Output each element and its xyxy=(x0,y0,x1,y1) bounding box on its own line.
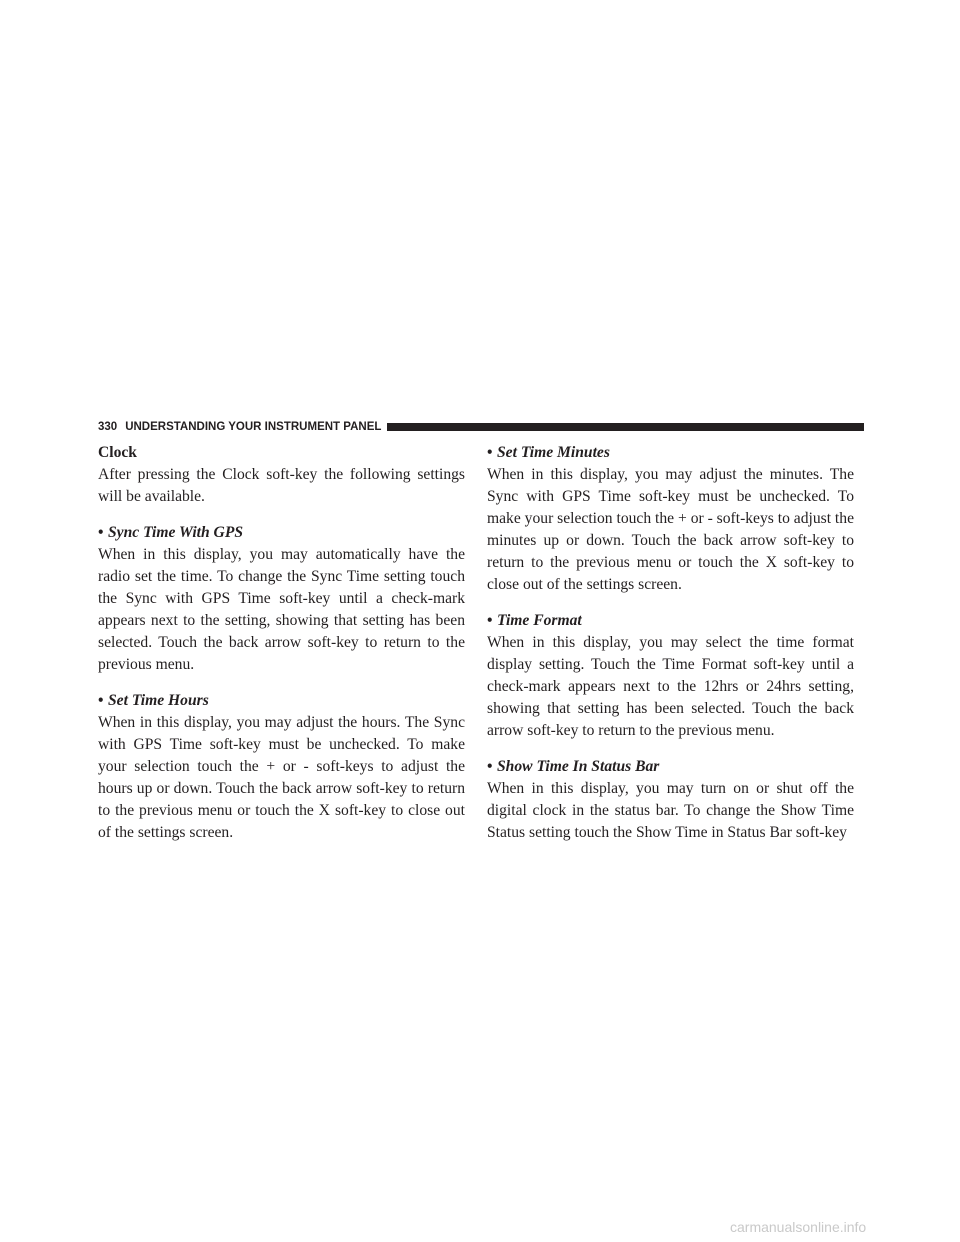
bullet-icon: • xyxy=(487,758,493,775)
clock-heading: Clock xyxy=(98,444,137,461)
bullet-show-time-status-bar xyxy=(487,756,854,778)
sync-time-gps-body: When in this display, you may automatically have the radio set the time. To change the Sync Time setting touch the Sync with GPS Time soft-key until a check-mark appears next to the setting, showing that setting has been selected. Touch the back arrow soft-key to return to the previous menu. xyxy=(98,546,465,673)
section-title: UNDERSTANDING YOUR INSTRUMENT PANEL xyxy=(125,421,382,433)
header-rule xyxy=(387,423,864,431)
time-format-body: When in this display, you may select the time format display setting. Touch the Time Format soft-key until a check-mark appears next to the 12hrs or 24hrs setting, showing that setting has been selected. Touch the back arrow soft-key to return to the previous menu. xyxy=(487,634,854,739)
bullet-title-text: Time Format xyxy=(497,612,582,629)
bullet-title-text: Show Time In Status Bar xyxy=(497,758,660,775)
page-number: 330 xyxy=(98,421,118,433)
bullet-title-text: Set Time Hours xyxy=(108,692,209,709)
bullet-set-time-hours xyxy=(98,690,465,712)
bullet-icon: • xyxy=(487,444,493,461)
bullet-time-format xyxy=(487,610,854,632)
bullet-icon: • xyxy=(487,612,493,629)
bullet-sync-time-gps xyxy=(98,522,465,544)
bullet-title-text: Sync Time With GPS xyxy=(108,524,244,541)
bullet-icon: • xyxy=(98,524,104,541)
bullet-set-time-minutes xyxy=(487,442,854,464)
set-time-hours-body: When in this display, you may adjust the hours. The Sync with GPS Time soft-key must be unchecked. To make your selection touch the + or - soft-keys to adjust the hours up or down. Touch the back arrow soft-key to return to the previous menu or touch the X soft-key to close out of the settings screen. xyxy=(98,714,465,841)
bullet-icon: • xyxy=(98,692,104,709)
left-column xyxy=(98,442,465,858)
clock-intro: After pressing the Clock soft-key the following settings will be available. xyxy=(98,466,465,505)
watermark-link[interactable]: carmanualsonline.info xyxy=(730,1219,867,1235)
show-time-status-bar-body: When in this display, you may turn on or shut off the digital clock in the status bar. To change the Show Time Status setting touch the Show Time in Status Bar soft-key xyxy=(487,780,854,841)
bullet-title-text: Set Time Minutes xyxy=(497,444,610,461)
right-column xyxy=(487,442,854,858)
page-header xyxy=(98,419,864,435)
set-time-minutes-body: When in this display, you may adjust the minutes. The Sync with GPS Time soft-key must be unchecked. To make your selection touch the + or - soft-keys to adjust the minutes up or down. Touch the back arrow soft-key to return to the previous menu or touch the X soft-key to close out of the settings screen. xyxy=(487,466,854,593)
